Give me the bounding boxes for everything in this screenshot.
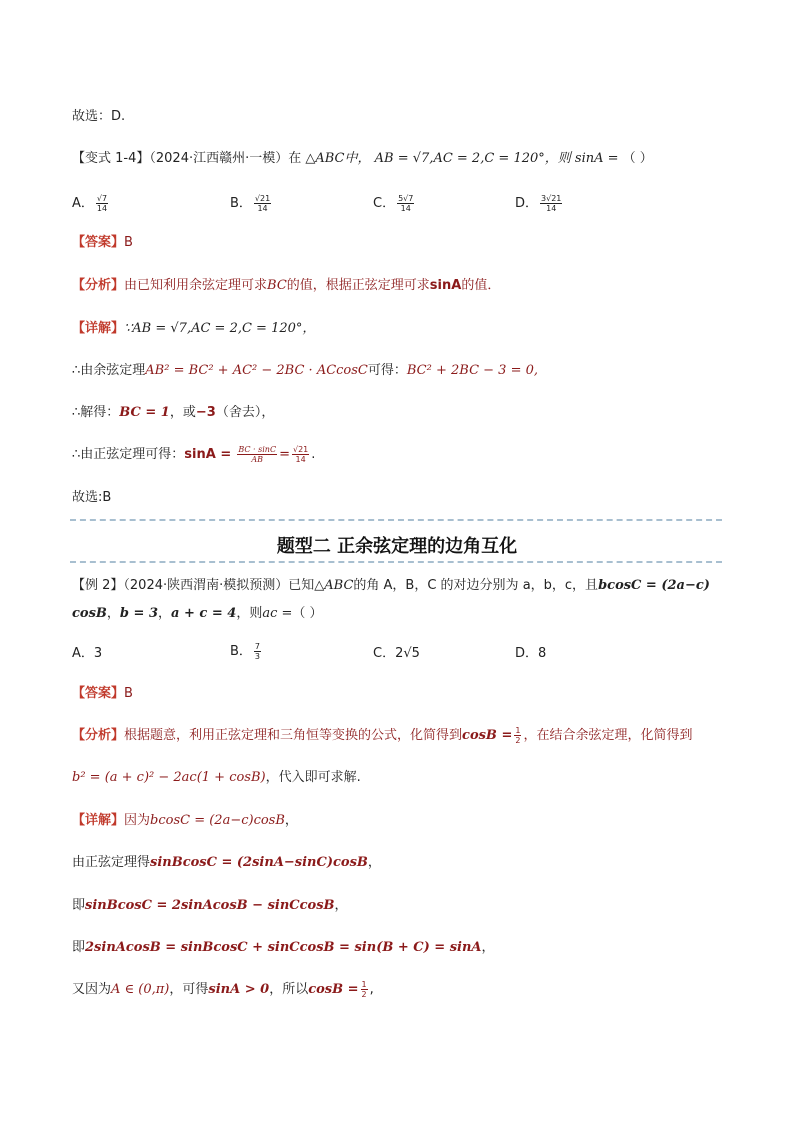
- detail-line-1: 【详解】∵AB = √7,AC = 2,C = 120°，: [72, 321, 316, 336]
- final-choice-line: 故选:B: [72, 490, 112, 505]
- option-d: D．8: [515, 646, 547, 661]
- triangle-label: △ABC中，: [305, 151, 371, 166]
- option-c: C．2√5: [373, 646, 420, 661]
- answer-line-2: 【答案】B: [72, 686, 133, 701]
- option-b: B． $\frac{√21}{14}$: [230, 194, 271, 213]
- option-b: B． $\frac{7}{3}$: [230, 642, 261, 661]
- detail2-line-2: 由正弦定理得sinBcosC = (2sinA−sinC)cosB，: [72, 855, 381, 870]
- chosen-answer-text: 故选：D.: [72, 109, 126, 124]
- option-a: A． $\frac{√7}{14}$: [72, 194, 108, 213]
- answer-tag: 【答案】: [72, 235, 125, 250]
- answer-choice-d-line: [72, 107, 734, 127]
- example-2-line-1: 【例 2】（2024·陕西渭南·模拟预测）已知△ABC的角 A，B，C 的对边分别为 a，b，c，且bcosC = (2a−c): [72, 578, 710, 593]
- section-title: 题型二 正余弦定理的边角互化: [276, 536, 518, 557]
- analysis-line-2b: b² = (a + c)² − 2ac(1 + cosB)，代入即可求解.: [72, 770, 361, 785]
- answer-value: B: [124, 235, 133, 250]
- option-d: D． $\frac{3√21}{14}$: [515, 194, 562, 213]
- answer-blank: （ ）: [622, 151, 653, 166]
- question-tag: 【变式 1-4】: [72, 151, 150, 166]
- detail-line-4: ∴由正弦定理可得：sinA = $\frac{BC \cdot \sin C}{AB}$ = $\frac{√21}{14}$ .: [72, 445, 316, 464]
- analysis-line-1: 【分析】由已知利用余弦定理可求BC的值，根据正弦定理可求sinA的值．: [72, 278, 501, 293]
- section-divider-top: [70, 519, 722, 521]
- detail2-line-3: 即sinBcosC = 2sinAcosB − sinCcosB，: [72, 898, 348, 913]
- question-source: （2024·江西赣州·一模）在: [149, 151, 302, 166]
- detail2-line-1: 【详解】因为bcosC = (2a−c)cosB，: [72, 813, 298, 828]
- example-2-line-2: cosB，b = 3，a + c = 4，则ac =（ ）: [72, 606, 323, 621]
- detail-line-2: ∴由余弦定理AB² = BC² + AC² − 2BC · ACcosC可得：BC² + 2BC − 3 = 0,: [72, 363, 539, 378]
- answer-line-1: [72, 233, 734, 253]
- option-c: C． $\frac{5√7}{14}$: [373, 194, 414, 213]
- detail-line-3: ∴解得：BC = 1，或−3（舍去），: [72, 405, 275, 420]
- question-variant-1-4: [72, 149, 734, 169]
- section-divider-bottom: [70, 561, 722, 563]
- question-ask: sinA =: [574, 151, 619, 166]
- detail2-line-5: 又因为A ∈ (0,π)，可得sinA > 0，所以cosB = $\frac{1}{2}$ ,: [72, 980, 374, 999]
- question-condition: AB = √7,AC = 2,C = 120°，则: [374, 151, 571, 166]
- analysis-line-2a: 【分析】根据题意，利用正弦定理和三角恒等变换的公式，化简得到cosB = $\frac{1}{2}$ ，在结合余弦定理，化简得到: [72, 726, 693, 745]
- detail2-line-4: 即2sinAcosB = sinBcosC + sinCcosB = sin(B + C) = sinA，: [72, 940, 495, 955]
- option-a: A．3: [72, 646, 103, 661]
